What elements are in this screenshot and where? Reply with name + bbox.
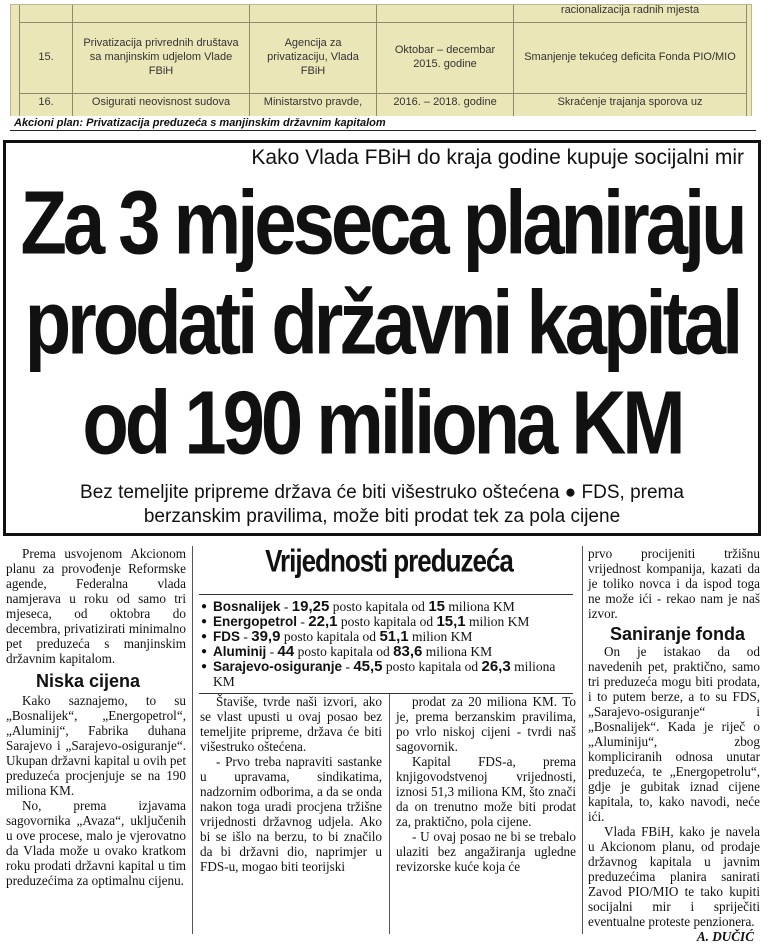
- capital-unit: miliona KM: [448, 599, 515, 614]
- company-value-item: ● Energopetrol - 22,1 posto kapitala od 15,1 milion KM: [199, 614, 573, 629]
- column-divider: [582, 546, 583, 934]
- table-cell: Oktobar – decembar 2015. godine: [377, 23, 514, 94]
- paragraph: prvo procijeniti tržišnu vrijednost kompanija, kazati da je toliko novca i da ispod toga ne može ići - rekao nam je naš izvor.: [588, 546, 760, 621]
- stake-label: posto kapitala od: [283, 629, 377, 644]
- company-name: Energopetrol: [213, 614, 298, 629]
- table-cell: [20, 4, 73, 23]
- capital-unit: miliona KM: [213, 659, 556, 689]
- table-cell: [73, 4, 250, 23]
- stake-percent: 22,1: [308, 613, 338, 630]
- paragraph: - Prvo treba napraviti sastanke u upravama, sindikatima, nadzornim odborima, a da se onda nakon toga uradi procjena tržišne vrijednosti državnog udjela. Ako bi se išlo na berzu, to bi značilo da bi državni dio, naprimjer u FDS-u, mogao biti teorijski: [200, 754, 382, 874]
- action-plan-table: [10, 4, 752, 118]
- table-cell: 2016. – 2018. godine: [377, 94, 514, 119]
- table-cell: Smanjenje tekućeg deficita Fonda PIO/MIO: [514, 23, 747, 94]
- capital-value: 15: [428, 598, 445, 615]
- subheadline-line-1: Bez temeljite pripreme država će biti višestruko oštećena ● FDS, prema: [80, 482, 684, 503]
- capital-unit: milion KM: [412, 629, 473, 644]
- table-cell: Skraćenje trajanja sporova uz: [514, 94, 747, 119]
- stake-percent: 44: [277, 643, 295, 660]
- table-caption: Akcioni plan: Privatizacija preduzeća s manjinskim državnim kapitalom: [10, 116, 756, 131]
- paragraph: prodat za 20 miliona KM. To je, prema berzanskim pravilima, po vrlo niskoj cijeni - tvrdi naš sagovornik.: [396, 694, 576, 754]
- article-column-3: [396, 694, 576, 874]
- company-value-item: ● Aluminij - 44 posto kapitala od 83,6 miliona KM: [199, 644, 573, 659]
- stake-label: posto kapitala od: [332, 599, 425, 614]
- kicker: Kako Vlada FBiH do kraja godine kupuje socijalni mir: [251, 146, 744, 169]
- table-cell: Agencija za privatizaciju, Vlada FBiH: [250, 23, 377, 94]
- company-name: Aluminij: [213, 644, 267, 659]
- table-row: [20, 94, 747, 119]
- article-column-2: [200, 694, 382, 874]
- author-signature: A. DUČIĆ: [696, 929, 754, 944]
- paragraph: Kako saznajemo, to su „Bosnalijek“, „Energopetrol“, „Aluminij“, Fabrika duhana Sarajevo i „Sarajevo-osiguranje“. Ukupan državni kapital u ovih pet preduzeća procjenjuje se na 190 miliona KM.: [6, 693, 186, 798]
- table-cell: [250, 4, 377, 23]
- table-cell: [377, 4, 514, 23]
- company-name: Bosnalijek: [213, 599, 281, 614]
- capital-value: 26,3: [481, 658, 511, 675]
- stake-percent: 39,9: [251, 628, 281, 645]
- column-divider: [192, 546, 193, 934]
- company-name: Sarajevo-osiguranje: [213, 659, 343, 674]
- column-divider: [389, 694, 390, 934]
- table-row: [20, 23, 747, 94]
- capital-unit: miliona KM: [425, 644, 493, 659]
- subheadline-line-2: berzanskim pravilima, može biti prodat tek za pola cijene: [143, 506, 621, 527]
- paragraph: Prema usvojenom Akcionom planu za provođenje Reformske agende, Federalna vlada namjerava u roku od samo tri mjeseca, od oktobra do decembra, privatizirati minimalno pet preduzeća s manjinskim državnim kapitalom.: [6, 546, 186, 666]
- stake-label: posto kapitala od: [340, 614, 434, 629]
- subheading-niska-cijena: Niska cijena: [36, 671, 141, 691]
- company-value-item: ● Sarajevo-osiguranje - 45,5 posto kapitala od 26,3 miliona KM: [199, 659, 573, 689]
- company-values-list: [199, 594, 573, 694]
- stake-percent: 19,25: [291, 598, 330, 615]
- paragraph: On je istakao da od navedenih pet, praktično, samo tri preduzeća mogu biti prodata, i to putem berze, a to su FDS, „Sarajevo-osiguranje“ i „Bosnalijek“. Kada je riječ o „Aluminiju“, zbog kompliciranih odnosa unutar preduzeća, te „Energopetrolu“, gdje je gubitak iznad cijene kapitala, to, kako navodi, neće ići.: [588, 644, 760, 824]
- paragraph: Štaviše, tvrde naši izvori, ako se vlast upusti u ovaj posao bez temeljite pripreme, država će biti višestruko oštećena.: [200, 694, 382, 754]
- table-cell: Privatizacija privrednih društava sa manjinskim udjelom Vlade FBiH: [73, 23, 250, 94]
- headline-line-2: od 190 miliona KM: [82, 373, 682, 474]
- capital-value: 83,6: [393, 643, 423, 660]
- table-cell: 15.: [20, 23, 73, 94]
- values-box-title: Vrijednosti preduzeća: [265, 542, 513, 579]
- company-name: FDS: [213, 629, 240, 644]
- table-cell: 16.: [20, 94, 73, 119]
- headline-line-1: Za 3 mjeseca planiraju: [20, 173, 744, 274]
- stake-label: posto kapitala od: [297, 644, 390, 659]
- stake-percent: 45,5: [353, 658, 383, 675]
- subheading-saniranje-fonda: Saniranje fonda: [610, 624, 746, 644]
- paragraph: No, prema izjavama sagovornika „Avaza“, uključenih u ove procese, malo je vjerovatno da Vlada može u ovako kratkom roku prodati državni kapital u tim preduzećima za optimalnu cijenu.: [6, 798, 186, 888]
- table-cell: Osigurati neovisnost sudova: [73, 94, 250, 119]
- capital-value: 15,1: [436, 613, 466, 630]
- action-plan-grid: [19, 4, 747, 118]
- table-cell: Ministarstvo pravde,: [250, 94, 377, 119]
- paragraph: - U ovaj posao ne bi se trebalo ulaziti bez angažiranja ugledne revizorske kuće koja će: [396, 829, 576, 874]
- company-value-item: ● FDS - 39,9 posto kapitala od 51,1 milion KM: [199, 629, 573, 644]
- table-cell: racionalizacija radnih mjesta: [514, 4, 747, 23]
- table-row: [20, 4, 747, 23]
- paragraph: Kapital FDS-a, prema knjigovodstvenoj vrijednosti, iznosi 51,3 miliona KM, što znači da on trenutno može biti prodat za, praktično, pola cijene.: [396, 754, 576, 829]
- stake-label: posto kapitala od: [385, 659, 479, 674]
- headline-line-2: prodati državni kapital: [24, 273, 740, 374]
- capital-unit: milion KM: [469, 614, 530, 629]
- article-column-1: [6, 546, 186, 888]
- company-value-item: ● Bosnalijek - 19,25 posto kapitala od 15 miliona KM: [199, 599, 573, 614]
- article-column-4: [588, 546, 760, 944]
- capital-value: 51,1: [379, 628, 409, 645]
- paragraph: Vlada FBiH, kako je navela u Akcionom planu, od prodaje državnog kapitala u javnim preduzećima planira sanirati Zavod PIO/MIO te tako kupiti socijalni mir i spriječiti eventualne proteste penzionera.: [588, 824, 760, 929]
